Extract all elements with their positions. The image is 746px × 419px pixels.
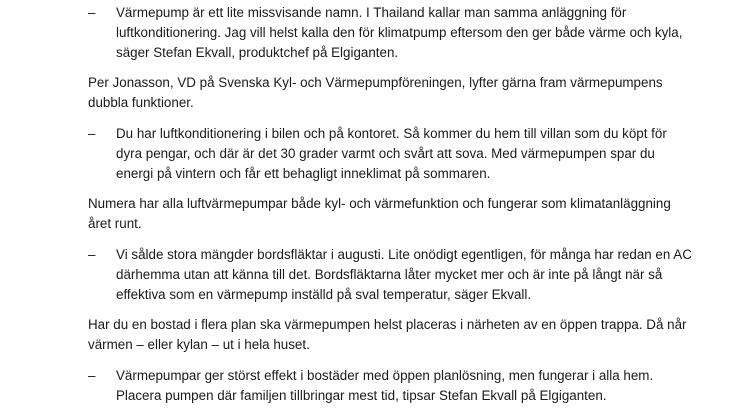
quote-text xyxy=(116,124,667,184)
text-line: Du har luftkonditionering i bilen och på kontoret. Så kommer du hem till villan som du köpt för xyxy=(116,126,667,141)
text-line: säger Stefan Ekvall, produktchef på Elgiganten. xyxy=(116,45,399,60)
quote-dash: – xyxy=(88,247,96,262)
text-line: Värmepumpar ger störst effekt i bostäder med öppen planlösning, men fungerar i alla hem. xyxy=(116,368,654,383)
text-line: året runt. xyxy=(88,216,142,231)
quote-text xyxy=(116,245,692,305)
paragraph xyxy=(88,73,663,113)
text-line: värmen – eller kylan – ut i hela huset. xyxy=(88,337,310,352)
text-line: Har du en bostad i flera plan ska värmepumpen helst placeras i närheten av en öppen trappa. Då når xyxy=(88,317,687,332)
text-line: luftkonditionering. Jag vill helst kalla den för klimatpump eftersom den ger både värme och kyla, xyxy=(116,25,683,40)
quote-text xyxy=(116,3,682,63)
quote-dash: – xyxy=(88,126,96,141)
quote-dash: – xyxy=(88,368,96,383)
paragraph xyxy=(88,315,686,355)
text-line: Per Jonasson, VD på Svenska Kyl- och Värmepumpföreningen, lyfter gärna fram värmepumpens xyxy=(88,75,663,90)
paragraph xyxy=(88,194,671,234)
text-line: Numera har alla luftvärmepumpar både kyl- och värmefunktion och fungerar som klimatanläggning xyxy=(88,196,671,211)
text-line: därhemma utan att känna till det. Bordsfläktarna låter mycket mer och är inte på långt när så xyxy=(116,267,663,282)
text-line: dubbla funktioner. xyxy=(88,95,194,110)
text-line: Vi sålde stora mängder bordsfläktar i augusti. Lite onödigt egentligen, för många har redan en AC xyxy=(116,247,692,262)
text-line: effektiva som en värmepump inställd på sval temperatur, säger Ekvall. xyxy=(116,287,532,302)
quote-text xyxy=(116,366,653,406)
text-line: Värmepump är ett lite missvisande namn. I Thailand kallar man samma anläggning för xyxy=(116,5,627,20)
quote-dash: – xyxy=(88,5,96,20)
text-line: energi på vintern och får ett behagligt inneklimat på sommaren. xyxy=(116,166,491,181)
text-line: Placera pumpen där familjen tillbringar mest tid, tipsar Stefan Ekvall på Elgiganten. xyxy=(116,388,607,403)
text-line: dyra pengar, och där är det 30 grader varmt och svårt att sova. Med värmepumpen spar du xyxy=(116,146,655,161)
